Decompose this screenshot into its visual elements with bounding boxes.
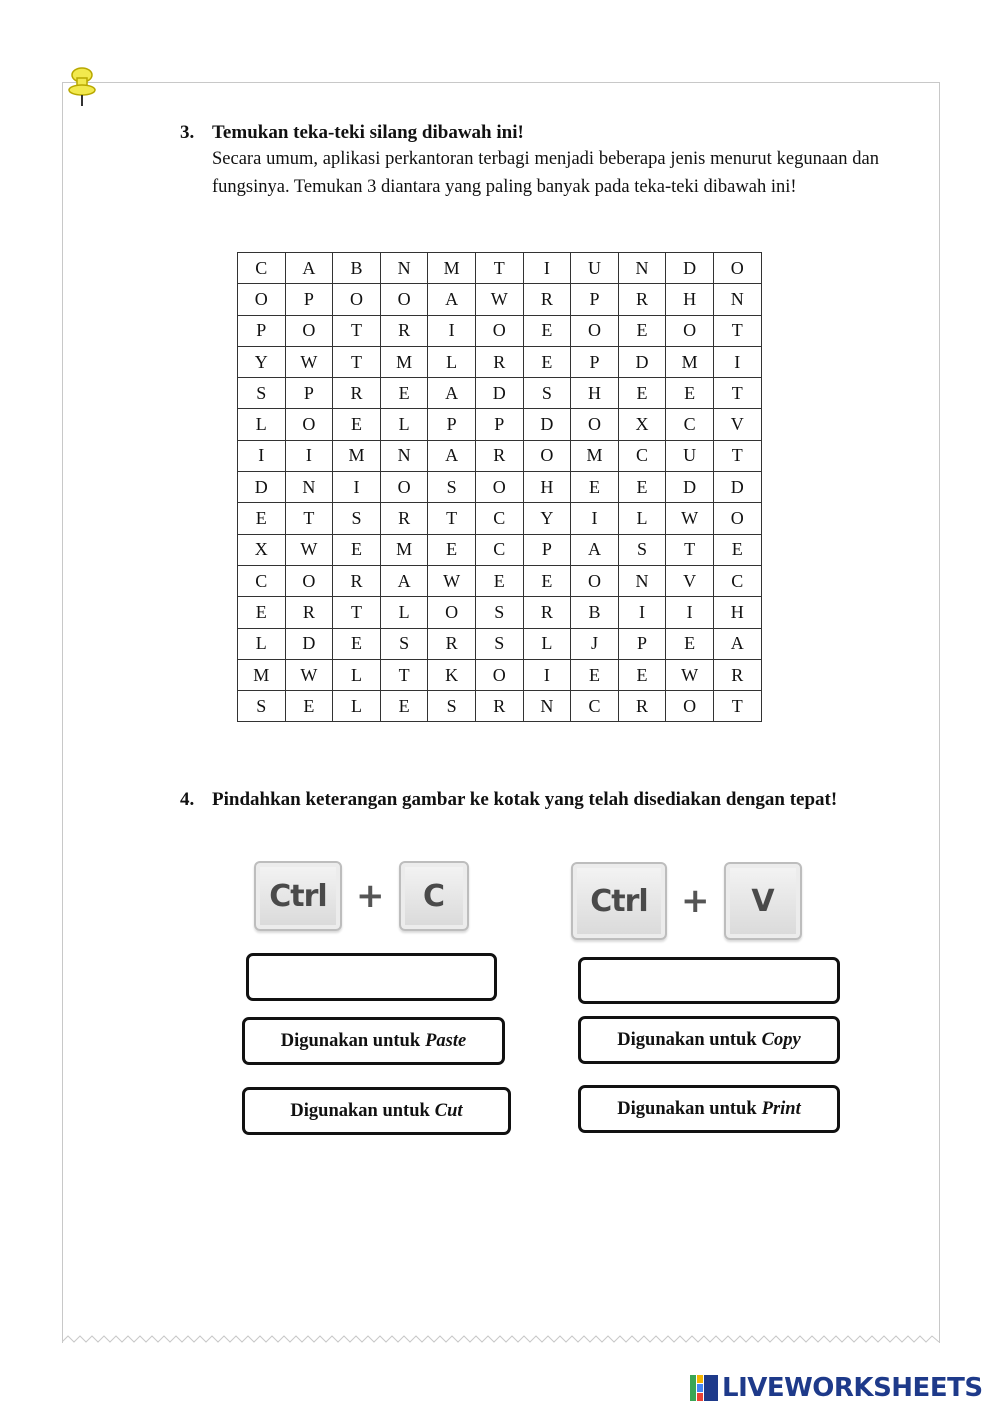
grid-cell[interactable]: E: [571, 659, 619, 690]
grid-cell[interactable]: O: [523, 440, 571, 471]
grid-row: [238, 284, 762, 315]
answer-option-label: Digunakan untuk: [290, 1100, 430, 1121]
grid-cell[interactable]: E: [333, 534, 381, 565]
grid-cell[interactable]: L: [523, 628, 571, 659]
grid-row: [238, 378, 762, 409]
grid-cell[interactable]: P: [285, 378, 333, 409]
grid-cell[interactable]: R: [428, 628, 476, 659]
grid-cell[interactable]: R: [618, 691, 666, 722]
question-4-number: 4.: [180, 789, 195, 810]
grid-cell[interactable]: W: [428, 565, 476, 596]
answer-option-print[interactable]: [578, 1085, 840, 1133]
page-torn-edge: [62, 1334, 939, 1348]
grid-cell[interactable]: E: [571, 472, 619, 503]
grid-cell[interactable]: N: [285, 472, 333, 503]
grid-cell[interactable]: C: [238, 253, 286, 284]
answer-option-paste[interactable]: [242, 1017, 505, 1065]
grid-cell[interactable]: S: [618, 534, 666, 565]
pushpin-icon[interactable]: [66, 66, 98, 108]
answer-option-copy[interactable]: [578, 1016, 840, 1064]
grid-cell[interactable]: O: [713, 503, 761, 534]
grid-cell[interactable]: E: [333, 409, 381, 440]
question-3-title: Temukan teka-teki silang dibawah ini!: [212, 122, 524, 143]
grid-cell[interactable]: I: [523, 253, 571, 284]
grid-cell[interactable]: A: [571, 534, 619, 565]
grid-row: [238, 659, 762, 690]
answer-option-cut[interactable]: [242, 1087, 511, 1135]
grid-cell[interactable]: E: [380, 378, 428, 409]
grid-cell[interactable]: N: [523, 691, 571, 722]
grid-cell[interactable]: W: [666, 659, 714, 690]
grid-cell[interactable]: B: [333, 253, 381, 284]
grid-cell[interactable]: I: [523, 659, 571, 690]
grid-cell[interactable]: S: [333, 503, 381, 534]
question-4-title: Pindahkan keterangan gambar ke kotak yang telah disediakan dengan tepat!: [212, 789, 838, 810]
grid-cell[interactable]: R: [333, 378, 381, 409]
answer-option-label: Digunakan untuk: [280, 1030, 421, 1051]
grid-cell[interactable]: C: [713, 565, 761, 596]
drop-zone-ctrl-c[interactable]: [246, 953, 497, 1001]
grid-cell[interactable]: E: [475, 565, 523, 596]
grid-cell[interactable]: O: [238, 284, 286, 315]
grid-cell[interactable]: H: [666, 284, 714, 315]
grid-cell[interactable]: E: [713, 534, 761, 565]
grid-cell[interactable]: V: [666, 565, 714, 596]
grid-cell[interactable]: O: [380, 284, 428, 315]
grid-cell[interactable]: P: [428, 409, 476, 440]
grid-cell[interactable]: C: [238, 565, 286, 596]
grid-cell[interactable]: E: [238, 503, 286, 534]
grid-cell[interactable]: R: [475, 440, 523, 471]
grid-cell[interactable]: S: [238, 691, 286, 722]
grid-cell[interactable]: R: [285, 597, 333, 628]
grid-cell[interactable]: H: [571, 378, 619, 409]
grid-cell[interactable]: U: [571, 253, 619, 284]
grid-cell[interactable]: C: [618, 440, 666, 471]
grid-cell[interactable]: Y: [523, 503, 571, 534]
grid-cell[interactable]: A: [285, 253, 333, 284]
answer-option-label: Digunakan untuk: [617, 1029, 757, 1050]
grid-cell[interactable]: O: [666, 691, 714, 722]
grid-cell[interactable]: I: [666, 597, 714, 628]
grid-cell[interactable]: O: [285, 409, 333, 440]
grid-cell[interactable]: W: [285, 534, 333, 565]
shortcut-ctrl-c: [254, 861, 469, 931]
drop-zone-ctrl-v[interactable]: [578, 957, 840, 1004]
grid-cell[interactable]: E: [380, 691, 428, 722]
grid-cell[interactable]: E: [618, 315, 666, 346]
grid-cell[interactable]: S: [238, 378, 286, 409]
grid-cell[interactable]: A: [380, 565, 428, 596]
grid-cell[interactable]: O: [571, 409, 619, 440]
grid-cell[interactable]: N: [618, 253, 666, 284]
grid-cell[interactable]: O: [666, 315, 714, 346]
grid-cell[interactable]: E: [523, 346, 571, 377]
grid-row: [238, 597, 762, 628]
grid-cell[interactable]: X: [618, 409, 666, 440]
grid-cell[interactable]: T: [428, 503, 476, 534]
grid-cell[interactable]: R: [618, 284, 666, 315]
grid-cell[interactable]: O: [713, 253, 761, 284]
grid-cell[interactable]: L: [333, 659, 381, 690]
grid-row: [238, 315, 762, 346]
grid-cell[interactable]: S: [428, 472, 476, 503]
grid-cell[interactable]: X: [238, 534, 286, 565]
grid-cell[interactable]: S: [380, 628, 428, 659]
ctrl-key-icon: Ctrl: [254, 861, 342, 931]
shortcut-ctrl-v: [571, 862, 802, 940]
grid-row: [238, 346, 762, 377]
grid-cell[interactable]: D: [475, 378, 523, 409]
grid-cell[interactable]: T: [333, 346, 381, 377]
grid-cell[interactable]: I: [285, 440, 333, 471]
grid-cell[interactable]: L: [380, 597, 428, 628]
grid-cell[interactable]: D: [618, 346, 666, 377]
grid-cell[interactable]: S: [523, 378, 571, 409]
answer-option-word: Print: [761, 1098, 801, 1119]
grid-cell[interactable]: I: [238, 440, 286, 471]
ctrl-key-icon: Ctrl: [571, 862, 667, 940]
grid-cell[interactable]: J: [571, 628, 619, 659]
grid-row: [238, 503, 762, 534]
grid-row: [238, 628, 762, 659]
grid-cell[interactable]: W: [666, 503, 714, 534]
grid-cell[interactable]: O: [571, 315, 619, 346]
grid-cell[interactable]: E: [238, 597, 286, 628]
liveworksheets-logo[interactable]: [690, 1373, 983, 1403]
grid-cell[interactable]: C: [475, 503, 523, 534]
grid-row: [238, 409, 762, 440]
grid-cell[interactable]: M: [666, 346, 714, 377]
grid-cell[interactable]: M: [380, 534, 428, 565]
grid-cell[interactable]: I: [571, 503, 619, 534]
grid-cell[interactable]: O: [285, 565, 333, 596]
question-3-number: 3.: [180, 122, 195, 143]
grid-cell[interactable]: E: [523, 565, 571, 596]
grid-cell[interactable]: D: [666, 472, 714, 503]
grid-cell[interactable]: W: [285, 346, 333, 377]
grid-cell[interactable]: M: [238, 659, 286, 690]
grid-cell[interactable]: P: [571, 346, 619, 377]
grid-cell[interactable]: I: [333, 472, 381, 503]
answer-option-label: Digunakan untuk: [617, 1098, 757, 1119]
grid-cell[interactable]: M: [380, 346, 428, 377]
grid-cell[interactable]: M: [428, 253, 476, 284]
liveworksheets-brand: LIVEWORKSHEETS: [722, 1373, 983, 1403]
grid-row: [238, 440, 762, 471]
grid-cell[interactable]: L: [238, 409, 286, 440]
grid-cell[interactable]: A: [428, 284, 476, 315]
word-search-grid: [237, 252, 762, 722]
grid-cell[interactable]: A: [713, 628, 761, 659]
grid-cell[interactable]: O: [333, 284, 381, 315]
grid-cell[interactable]: K: [428, 659, 476, 690]
grid-cell[interactable]: E: [618, 472, 666, 503]
grid-cell[interactable]: I: [618, 597, 666, 628]
grid-cell[interactable]: I: [713, 346, 761, 377]
grid-cell[interactable]: P: [238, 315, 286, 346]
grid-cell[interactable]: Y: [238, 346, 286, 377]
grid-cell[interactable]: L: [238, 628, 286, 659]
grid-cell[interactable]: C: [666, 409, 714, 440]
grid-cell[interactable]: P: [571, 284, 619, 315]
grid-cell[interactable]: T: [713, 440, 761, 471]
grid-cell[interactable]: L: [618, 503, 666, 534]
grid-cell[interactable]: H: [713, 597, 761, 628]
grid-cell[interactable]: R: [380, 315, 428, 346]
grid-cell[interactable]: U: [666, 440, 714, 471]
grid-cell[interactable]: T: [333, 315, 381, 346]
grid-cell[interactable]: D: [666, 253, 714, 284]
grid-cell[interactable]: P: [285, 284, 333, 315]
grid-cell[interactable]: W: [285, 659, 333, 690]
grid-cell[interactable]: R: [380, 503, 428, 534]
grid-cell[interactable]: E: [666, 378, 714, 409]
grid-cell[interactable]: T: [713, 691, 761, 722]
grid-cell[interactable]: E: [285, 691, 333, 722]
grid-cell[interactable]: O: [428, 597, 476, 628]
grid-cell[interactable]: N: [713, 284, 761, 315]
grid-row: [238, 691, 762, 722]
grid-cell[interactable]: R: [713, 659, 761, 690]
grid-cell[interactable]: D: [713, 472, 761, 503]
c-key-icon: C: [399, 861, 469, 931]
grid-cell[interactable]: E: [618, 659, 666, 690]
grid-cell[interactable]: O: [475, 472, 523, 503]
grid-cell[interactable]: R: [475, 346, 523, 377]
grid-cell[interactable]: S: [428, 691, 476, 722]
plus-sign: +: [681, 881, 710, 921]
grid-cell[interactable]: M: [333, 440, 381, 471]
grid-cell[interactable]: D: [285, 628, 333, 659]
grid-cell[interactable]: L: [380, 409, 428, 440]
grid-cell[interactable]: S: [475, 597, 523, 628]
grid-cell[interactable]: L: [428, 346, 476, 377]
grid-cell[interactable]: E: [666, 628, 714, 659]
grid-row: [238, 472, 762, 503]
grid-cell[interactable]: O: [475, 659, 523, 690]
grid-cell[interactable]: T: [666, 534, 714, 565]
grid-cell[interactable]: R: [523, 284, 571, 315]
grid-cell[interactable]: O: [475, 315, 523, 346]
grid-row: [238, 565, 762, 596]
grid-cell[interactable]: A: [428, 440, 476, 471]
plus-sign: +: [356, 876, 385, 916]
grid-cell[interactable]: P: [475, 409, 523, 440]
answer-option-word: Copy: [761, 1029, 801, 1050]
grid-cell[interactable]: P: [618, 628, 666, 659]
grid-cell[interactable]: H: [523, 472, 571, 503]
grid-cell[interactable]: R: [475, 691, 523, 722]
grid-cell[interactable]: C: [571, 691, 619, 722]
grid-cell[interactable]: T: [713, 315, 761, 346]
grid-cell[interactable]: M: [571, 440, 619, 471]
grid-row: [238, 253, 762, 284]
grid-cell[interactable]: T: [713, 378, 761, 409]
grid-cell[interactable]: B: [571, 597, 619, 628]
grid-cell[interactable]: E: [523, 315, 571, 346]
grid-cell[interactable]: V: [713, 409, 761, 440]
answer-option-word: Paste: [425, 1030, 467, 1051]
grid-row: [238, 534, 762, 565]
grid-cell[interactable]: O: [380, 472, 428, 503]
grid-cell[interactable]: R: [333, 565, 381, 596]
grid-cell[interactable]: E: [618, 378, 666, 409]
grid-cell[interactable]: T: [475, 253, 523, 284]
liveworksheets-logo-icon: [690, 1375, 718, 1401]
grid-cell[interactable]: I: [428, 315, 476, 346]
grid-cell[interactable]: R: [523, 597, 571, 628]
grid-cell[interactable]: T: [380, 659, 428, 690]
grid-cell[interactable]: N: [380, 253, 428, 284]
grid-cell[interactable]: D: [238, 472, 286, 503]
grid-cell[interactable]: S: [475, 628, 523, 659]
grid-cell[interactable]: P: [523, 534, 571, 565]
grid-cell[interactable]: N: [618, 565, 666, 596]
answer-option-word: Cut: [434, 1100, 463, 1121]
grid-cell[interactable]: C: [475, 534, 523, 565]
grid-cell[interactable]: W: [475, 284, 523, 315]
v-key-icon: V: [724, 862, 802, 940]
grid-cell[interactable]: D: [523, 409, 571, 440]
grid-cell[interactable]: O: [285, 315, 333, 346]
grid-cell[interactable]: E: [428, 534, 476, 565]
grid-cell[interactable]: A: [428, 378, 476, 409]
grid-cell[interactable]: N: [380, 440, 428, 471]
grid-cell[interactable]: E: [333, 628, 381, 659]
grid-cell[interactable]: T: [333, 597, 381, 628]
question-3-instructions: Secara umum, aplikasi perkantoran terbagi menjadi beberapa jenis menurut kegunaan dan fungsinya. Temukan 3 diantara yang paling banyak pada teka-teki dibawah ini!: [212, 149, 879, 197]
grid-cell[interactable]: T: [285, 503, 333, 534]
grid-cell[interactable]: L: [333, 691, 381, 722]
grid-cell[interactable]: O: [571, 565, 619, 596]
